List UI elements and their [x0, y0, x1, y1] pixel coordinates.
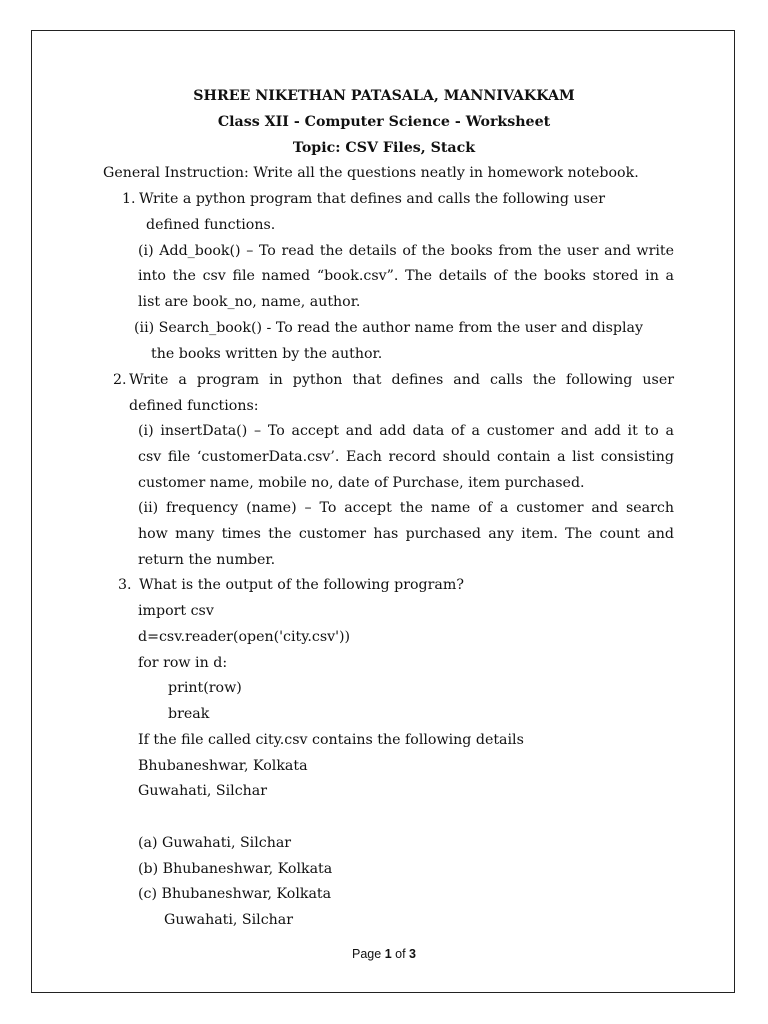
- q1-part-ii-line2: the books written by the author.: [151, 346, 383, 362]
- q2-text-line2: defined functions:: [129, 398, 259, 414]
- file-content-line: Bhubaneshwar, Kolkata: [138, 758, 308, 774]
- current-page-number: 1: [384, 947, 392, 961]
- q1-part-ii-line1: (ii) Search_book() - To read the author name from the user and display: [134, 320, 644, 336]
- code-line: d=csv.reader(open('city.csv')): [138, 629, 351, 645]
- q3-number: 3.: [118, 577, 132, 593]
- q2-number: 2.: [113, 372, 127, 388]
- q2-part-i-line3: customer name, mobile no, date of Purchase, item purchased.: [138, 475, 585, 491]
- school-name: SHREE NIKETHAN PATASALA, MANNIVAKKAM: [193, 88, 575, 104]
- option-b: (b) Bhubaneshwar, Kolkata: [138, 861, 333, 877]
- file-content-line: Guwahati, Silchar: [138, 783, 268, 799]
- q2-part-ii-line2: how many times the customer has purchased any item. The count and: [138, 526, 674, 542]
- q3-file-intro: If the file called city.csv contains the following details: [138, 732, 524, 748]
- code-line: print(row): [168, 680, 242, 696]
- of-word: of: [395, 947, 406, 961]
- q1-text-line2: defined functions.: [146, 217, 276, 233]
- topic-line: Topic: CSV Files, Stack: [292, 140, 476, 156]
- class-line: Class XII - Computer Science - Worksheet: [217, 114, 551, 130]
- q1-part-i-line2: into the csv file named “book.csv”. The details of the books stored in a: [138, 268, 674, 284]
- option-c: (c) Bhubaneshwar, Kolkata: [138, 886, 332, 902]
- q1-part-i-line1: (i) Add_book() – To read the details of the books from the user and write: [138, 243, 674, 259]
- q2-part-ii-line3: return the number.: [138, 552, 276, 568]
- q3-question: What is the output of the following program?: [139, 577, 464, 593]
- option-c-continuation: Guwahati, Silchar: [164, 912, 294, 928]
- q2-text-line1: Write a program in python that defines and calls the following user: [129, 372, 674, 388]
- code-line: for row in d:: [138, 655, 228, 671]
- total-pages-number: 3: [409, 947, 416, 961]
- code-line: import csv: [138, 603, 214, 619]
- general-instruction: General Instruction: Write all the questions neatly in homework notebook.: [103, 165, 639, 181]
- page-footer: [0, 946, 768, 962]
- q2-part-i-line1: (i) insertData() – To accept and add data of a customer and add it to a: [138, 423, 674, 439]
- q2-part-ii-line1: (ii) frequency (name) – To accept the name of a customer and search: [138, 500, 674, 516]
- page-word: Page: [352, 947, 382, 961]
- option-a: (a) Guwahati, Silchar: [138, 835, 292, 851]
- code-line: break: [168, 706, 210, 722]
- q1-number: 1.: [122, 191, 136, 207]
- q1-part-i-line3: list are book_no, name, author.: [138, 294, 361, 310]
- q1-text-line1: Write a python program that defines and calls the following user: [139, 191, 606, 207]
- q2-part-i-line2: csv file ‘customerData.csv’. Each record should contain a list consisting: [138, 449, 674, 465]
